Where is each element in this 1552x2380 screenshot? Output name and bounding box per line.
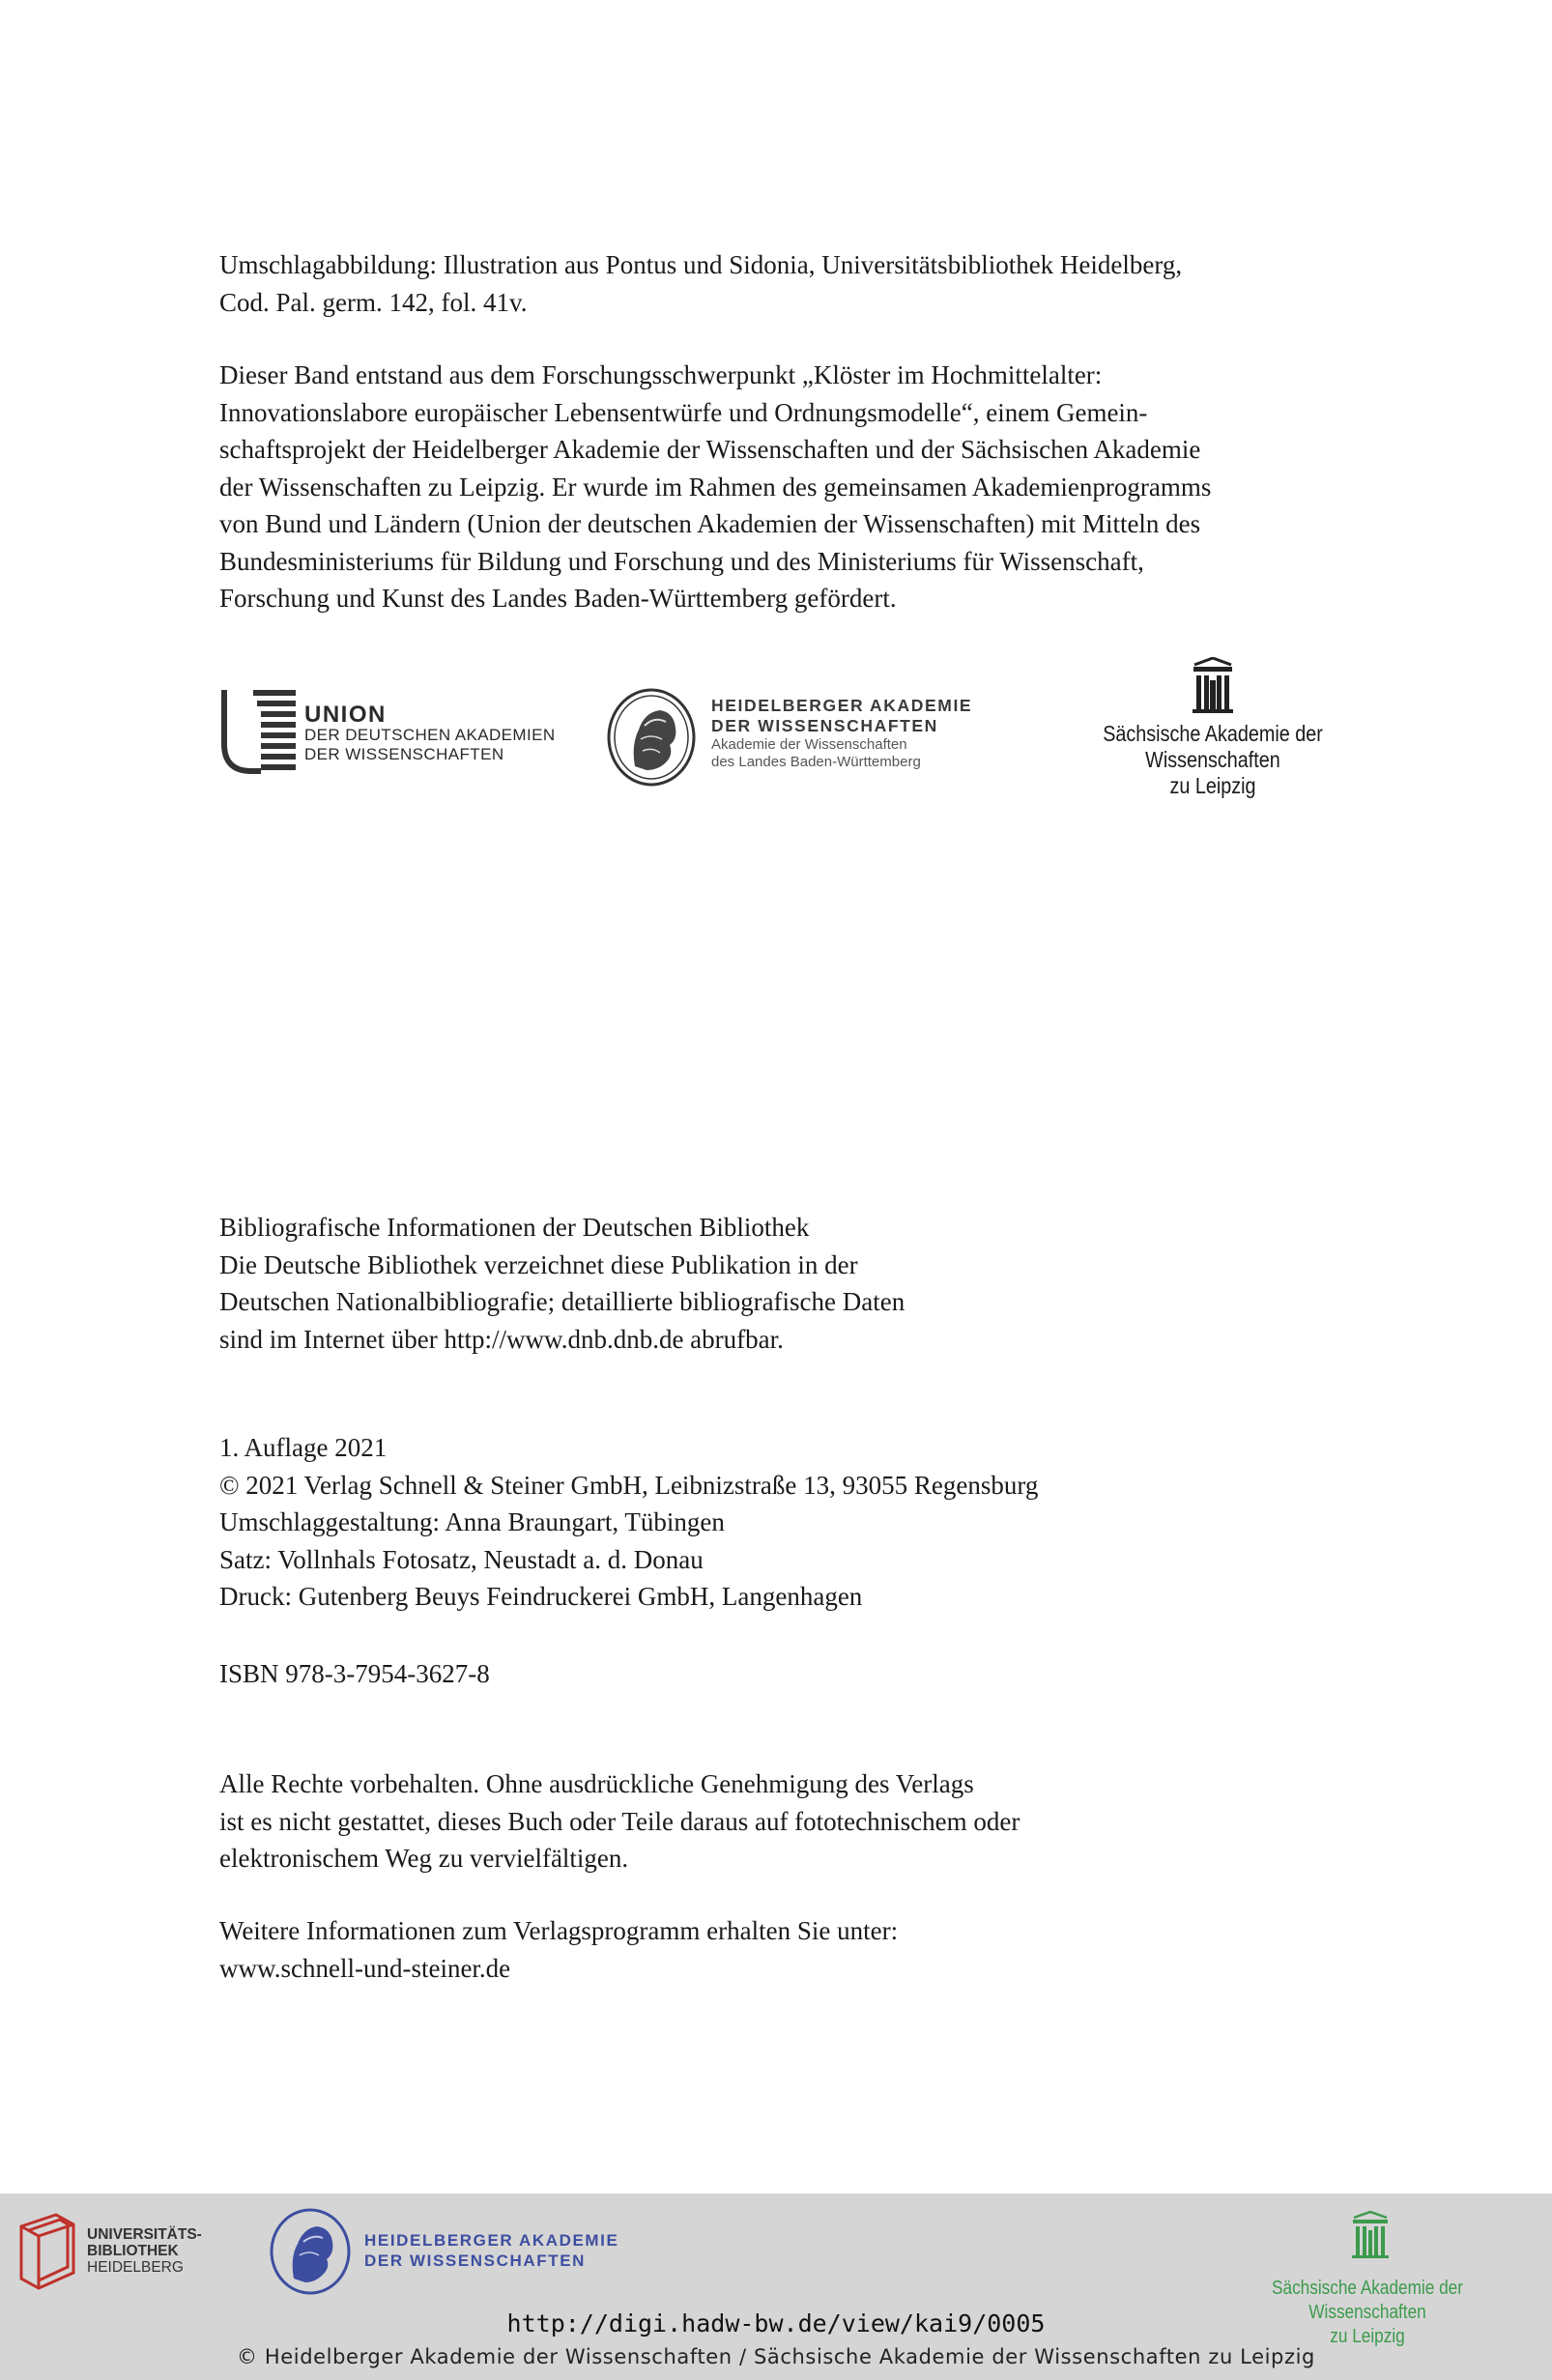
further-information (219, 1912, 898, 1987)
bibliographic-information (219, 1209, 905, 1358)
text-line: Bundesministeriums für Bildung und Forschung und des Ministeriums für Wissenschaft, (219, 546, 1144, 576)
hadw-title: DER WISSENSCHAFTEN (711, 716, 938, 735)
text-line: Deutschen Nationalbibliografie; detaillierte bibliografische Daten (219, 1287, 905, 1316)
hadw-subtitle: des Landes Baden-Württemberg (711, 754, 921, 770)
saw-building-icon (1351, 2211, 1390, 2259)
footer-copyright: © Heidelberger Akademie der Wissenschaften / Sächsische Akademie der Wissenschaften zu Leipzig (237, 2345, 1315, 2368)
text-line: Bibliografische Informationen der Deutschen Bibliothek (219, 1213, 810, 1242)
saechsische-akademie-logo (1024, 655, 1401, 798)
text-line: Druck: Gutenberg Beuys Feindruckerei GmbH, Langenhagen (219, 1582, 863, 1611)
heidelberger-akademie-logo (603, 686, 980, 789)
publisher-url[interactable]: www.schnell-und-steiner.de (219, 1953, 511, 1983)
ub-line: HEIDELBERG (87, 2259, 184, 2276)
cover-illustration-credit (219, 246, 1182, 321)
footer-hadw-name (364, 2230, 618, 2271)
union-line: DER WISSENSCHAFTEN (304, 745, 504, 763)
text-line: 1. Auflage 2021 (219, 1433, 388, 1462)
text-line: Alle Rechte vorbehalten. Ohne ausdrückliche Genehmigung des Verlags (219, 1769, 974, 1798)
text-line: von Bund und Ländern (Union der deutschen Akademien der Wissenschaften) mit Mitteln des (219, 509, 1201, 538)
text-line: Umschlagabbildung: Illustration aus Pontus und Sidonia, Universitätsbibliothek Heidelberg, (219, 250, 1183, 279)
text-line: Satz: Vollnhals Fotosatz, Neustadt a. d. Donau (219, 1544, 704, 1574)
text-line: Forschung und Kunst des Landes Baden-Württemberg gefördert. (219, 584, 897, 613)
digitization-footer (0, 2194, 1552, 2380)
ub-heidelberg-logo-icon (17, 2211, 77, 2292)
hadw-title: HEIDELBERGER AKADEMIE (711, 696, 973, 715)
publisher-imprint (219, 1429, 1038, 1616)
permalink-url[interactable]: http://digi.hadw-bw.de/view/kai9/0005 (506, 2309, 1046, 2337)
hadw-subtitle: Akademie der Wissenschaften (711, 736, 907, 753)
ub-line: BIBLIOTHEK (87, 2243, 179, 2259)
union-line: DER DEUTSCHEN AKADEMIEN (304, 726, 556, 744)
text-line: Weitere Informationen zum Verlagsprogramm erhalten Sie unter: (219, 1916, 899, 1945)
rights-notice (219, 1765, 1020, 1878)
ub-line: UNIVERSITÄTS- (87, 2226, 202, 2243)
saw-line: zu Leipzig (1330, 2326, 1405, 2347)
text-line: Cod. Pal. germ. 142, fol. 41v. (219, 287, 528, 317)
text-line: sind im Internet über http://www.dnb.dnb.de abrufbar. (219, 1324, 784, 1354)
text-line: elektronischem Weg zu vervielfältigen. (219, 1844, 629, 1873)
text-line: der Wissenschaften zu Leipzig. Er wurde im Rahmen des gemeinsamen Akademienprogramms (219, 472, 1212, 502)
ub-heidelberg-name (87, 2226, 202, 2276)
text-line: Innovationslabore europäischer Lebensentwürfe und Ordnungsmodelle“, einem Gemein- (219, 397, 1148, 427)
building-facade-icon (1191, 657, 1235, 713)
text-line: ist es nicht gestattet, dieses Buch oder Teile daraus auf fototechnischem oder (219, 1806, 1020, 1836)
text-line: Die Deutsche Bibliothek verzeichnet diese Publikation in der (219, 1249, 858, 1279)
union-akademien-logo (218, 688, 566, 781)
text-line: Dieser Band entstand aus dem Forschungsschwerpunkt „Klöster im Hochmittelalter: (219, 360, 1103, 389)
text-line: schaftsprojekt der Heidelberger Akademie der Wissenschaften und der Sächsischen Akademie (219, 435, 1201, 464)
hadw-line: HEIDELBERGER AKADEMIE (364, 2231, 619, 2250)
isbn-number: ISBN 978-3-7954-3627-8 (219, 1659, 490, 1688)
text-line: © 2021 Verlag Schnell & Steiner GmbH, Leibnizstraße 13, 93055 Regensburg (219, 1470, 1039, 1500)
saw-name-line: zu Leipzig (1169, 773, 1256, 798)
saw-line: Sächsische Akademie der Wissenschaften (1272, 2278, 1463, 2323)
hadw-portrait-icon (269, 2207, 352, 2296)
text-line: Umschlaggestaltung: Anna Braungart, Tübingen (219, 1507, 725, 1536)
saw-name-line: Sächsische Akademie der Wissenschaften (1103, 721, 1323, 772)
isbn (219, 1655, 490, 1693)
union-title: UNION (304, 702, 387, 728)
athena-portrait-icon (606, 687, 697, 788)
hadw-line: DER WISSENSCHAFTEN (364, 2251, 587, 2270)
union-u-icon (218, 688, 298, 775)
funding-statement (219, 357, 1211, 617)
